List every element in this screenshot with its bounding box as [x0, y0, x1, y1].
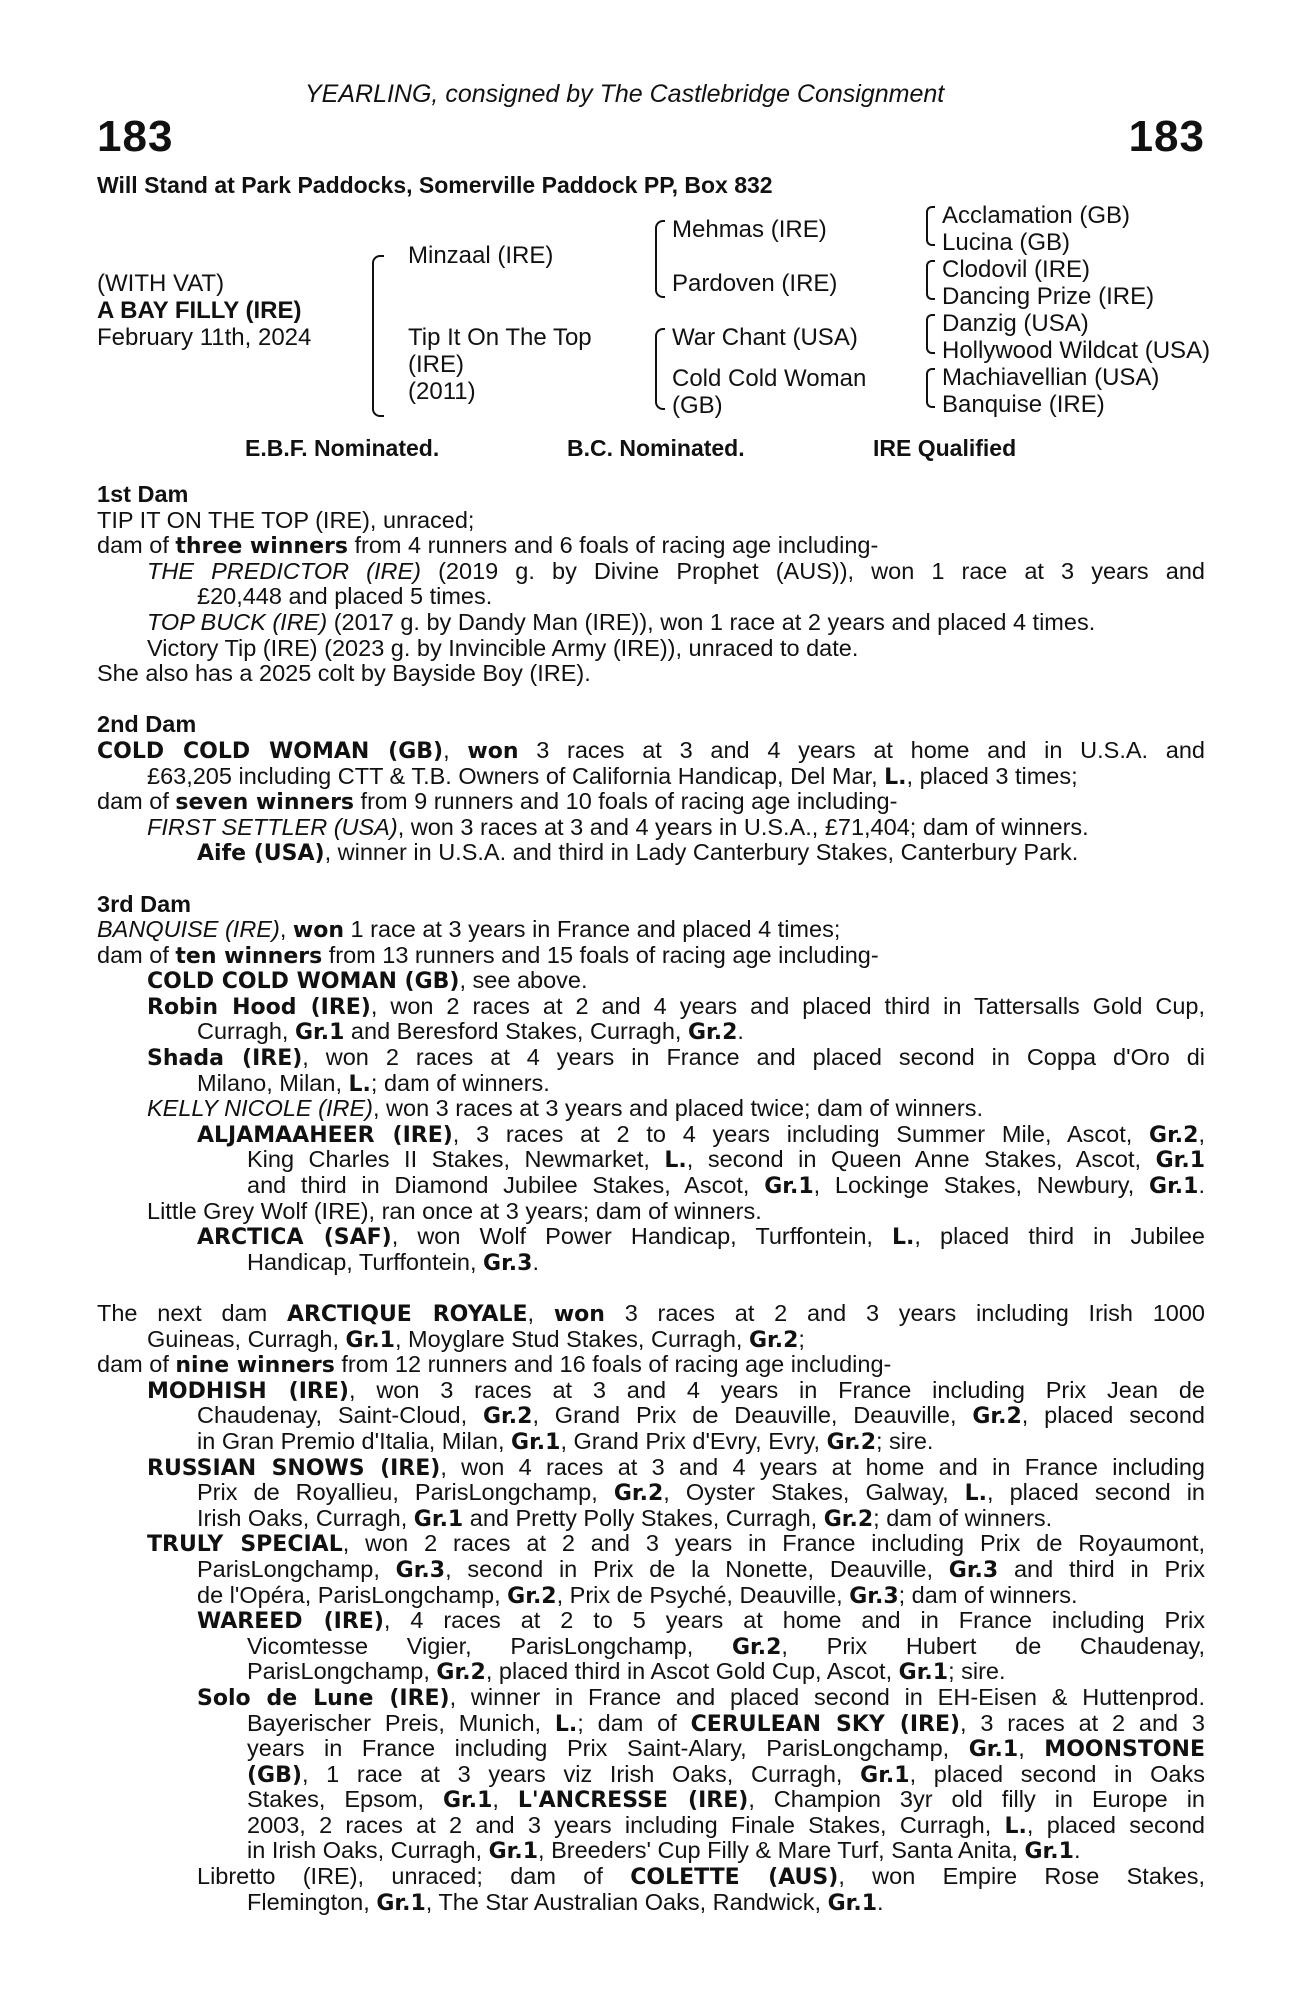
- text: , won 2 races at 4 years in France and placed second in Coppa d'Oro di: [302, 1045, 1205, 1071]
- text: Milano, Milan,: [197, 1069, 349, 1096]
- text: , won 2 races at 2 and 4 years and placed third in Tattersalls Gold Cup,: [370, 993, 1205, 1019]
- progeny-line: [97, 1634, 1205, 1660]
- produce-record: [97, 482, 1205, 1915]
- dam-line-3: (2011): [408, 378, 476, 405]
- winners-count: nine winners: [175, 1353, 335, 1379]
- sire-dam-dam: Dancing Prize (IRE): [942, 283, 1155, 310]
- progeny-line: [97, 1045, 1205, 1071]
- text: years in France including Prix Saint-Alary, ParisLongchamp,: [247, 1736, 969, 1762]
- text: (2017 g. by Dandy Man (IRE)), won 1 race at 2 years and placed 4 times.: [327, 608, 1096, 635]
- progeny-line: [97, 1659, 1205, 1685]
- text: ; dam of: [577, 1710, 691, 1736]
- text: , won 3 races at 3 and 4 years in France including Prix Jean de: [348, 1377, 1205, 1403]
- progeny-name: Shada (IRE): [147, 1046, 303, 1071]
- text: won: [292, 918, 344, 944]
- text: , Champion 3yr old filly in Europe in: [748, 1787, 1205, 1813]
- dam-line-1: Tip It On The Top: [408, 324, 592, 351]
- dam-line: [97, 943, 1205, 969]
- grade: L.: [964, 1481, 988, 1506]
- winners-count: ten winners: [175, 943, 323, 969]
- text: , won Empire Rose Stakes,: [838, 1864, 1205, 1890]
- lot-number-right: 183: [1128, 112, 1205, 161]
- progeny-line: [97, 1890, 1205, 1916]
- text: , Moyglare Stud Stakes, Curragh,: [394, 1325, 749, 1352]
- progeny-line: [97, 1147, 1205, 1173]
- dam-line: [97, 764, 1205, 790]
- dam-line: [97, 789, 1205, 815]
- winners-count: seven winners: [175, 790, 355, 816]
- text: dam of: [97, 532, 176, 559]
- progeny-line: [97, 1250, 1205, 1276]
- progeny-line: [97, 1122, 1205, 1148]
- sire-sire: Mehmas (IRE): [672, 216, 827, 243]
- text: ; dam of winners.: [370, 1069, 550, 1096]
- dam-line: TIP IT ON THE TOP (IRE), unraced;: [97, 506, 475, 533]
- text: from 12 runners and 16 foals of racing age including-: [334, 1351, 892, 1378]
- text: , won 4 races at 3 and 4 years at home and in France including: [440, 1454, 1205, 1480]
- progeny-name: ALJAMAAHEER (IRE): [197, 1122, 453, 1148]
- grade: Gr.2: [483, 1404, 533, 1429]
- text: and Beresford Stakes, Curragh,: [344, 1018, 688, 1045]
- dam-line: She also has a 2025 colt by Bayside Boy (IRE).: [97, 660, 591, 687]
- text: , Grand Prix d'Evry, Evry,: [560, 1427, 827, 1454]
- text: ; sire.: [876, 1427, 934, 1454]
- grade: Gr.1: [898, 1660, 949, 1686]
- sire-dam-sire: Clodovil (IRE): [942, 256, 1091, 283]
- grade: Gr.1: [345, 1327, 395, 1353]
- grade: Gr.1: [764, 1174, 814, 1199]
- grade: Gr.1: [860, 1762, 910, 1788]
- sire: Minzaal (IRE): [408, 242, 554, 269]
- text: .: [1073, 1837, 1081, 1864]
- grade: Gr.2: [826, 1429, 876, 1455]
- dam-sire-sire: Danzig (USA): [942, 310, 1089, 337]
- text: , Grand Prix de Deauville, Deauville,: [532, 1403, 973, 1429]
- text: , placed third in Ascot Gold Cup, Ascot,: [485, 1658, 899, 1685]
- progeny-line: [97, 994, 1205, 1020]
- progeny-line: Victory Tip (IRE) (2023 g. by Invincible Army (IRE)), unraced to date.: [147, 634, 859, 661]
- text: , placed third in Jubilee: [914, 1224, 1205, 1250]
- text: ; dam of winners.: [898, 1581, 1078, 1608]
- text: ; sire.: [948, 1658, 1006, 1685]
- text: ;: [798, 1325, 805, 1352]
- grade: L.: [348, 1071, 371, 1097]
- progeny-line: [97, 1506, 1205, 1532]
- progeny-name: MOONSTONE: [1044, 1737, 1205, 1762]
- text: , placed second in: [987, 1480, 1205, 1506]
- progeny-line: [97, 815, 1205, 841]
- horse-name: A BAY FILLY (IRE): [97, 297, 302, 324]
- progeny-line: [97, 1096, 1205, 1122]
- dam-sire: War Chant (USA): [672, 324, 858, 351]
- text: , placed 3 times;: [906, 762, 1078, 789]
- pedigree-brace: [926, 260, 935, 300]
- text: in Irish Oaks, Curragh,: [247, 1837, 489, 1864]
- dam-name: ARCTIQUE ROYALE: [286, 1302, 528, 1327]
- text: 3 races at 2 and 3 years including Irish 1000: [604, 1301, 1205, 1326]
- text: King Charles II Stakes, Newmarket,: [247, 1147, 665, 1173]
- text: Prix de Royallieu, ParisLongchamp,: [197, 1480, 614, 1506]
- progeny-line: [97, 968, 1205, 994]
- text: , won 3 races at 3 and 4 years in U.S.A., £71,404; dam of winners.: [397, 813, 1089, 840]
- grade: Gr.1: [294, 1020, 345, 1046]
- progeny-line: [97, 1736, 1205, 1762]
- text: de l'Opéra, ParisLongchamp,: [197, 1581, 508, 1608]
- grade: L.: [1004, 1813, 1027, 1839]
- dam-line: [97, 917, 1205, 943]
- grade: Gr.1: [413, 1506, 464, 1532]
- progeny-line: [97, 1813, 1205, 1839]
- progeny-name: COLD COLD WOMAN (GB): [147, 969, 460, 995]
- dam-line: [97, 1301, 1205, 1327]
- text: , Oyster Stakes, Galway,: [663, 1480, 965, 1506]
- text: , 4 races at 2 to 5 years at home and in France including Prix: [383, 1608, 1205, 1634]
- text: .: [1198, 1173, 1205, 1199]
- text: ,: [279, 916, 293, 943]
- text: from 9 runners and 10 foals of racing age including-: [354, 788, 898, 815]
- grade: Gr.2: [436, 1660, 486, 1686]
- progeny-name: MODHISH (IRE): [147, 1378, 349, 1404]
- grade: Gr.2: [507, 1583, 557, 1609]
- pedigree-brace: [926, 314, 935, 354]
- text: Irish Oaks, Curragh,: [197, 1504, 414, 1531]
- text: Handicap, Turffontein,: [247, 1248, 484, 1275]
- dam-name: BANQUISE (IRE): [97, 916, 280, 943]
- grade: Gr.1: [1155, 1148, 1205, 1174]
- text: Flemington,: [247, 1888, 377, 1915]
- pedigree-brace: [926, 368, 935, 408]
- text: , 3 races at 2 to 4 years including Summer Mile, Ascot,: [452, 1121, 1150, 1147]
- progeny-line: [97, 1173, 1205, 1199]
- dam-line-2: (IRE): [408, 351, 464, 378]
- text: dam of: [97, 788, 176, 815]
- text: 1 race at 3 years in France and placed 4 times;: [343, 916, 841, 943]
- text: .: [737, 1018, 744, 1045]
- progeny-line: [97, 1557, 1205, 1583]
- text: 3 races at 3 and 4 years at home and in U.S.A. and: [518, 737, 1205, 763]
- progeny-line: [97, 1455, 1205, 1481]
- text: ,: [527, 1301, 554, 1326]
- progeny-line: [97, 1071, 1205, 1097]
- text: , Lockinge Stakes, Newbury,: [813, 1173, 1150, 1199]
- grade: Gr.3: [483, 1250, 533, 1276]
- progeny-line: [97, 1378, 1205, 1404]
- grade: L.: [884, 764, 907, 790]
- text: from 4 runners and 6 foals of racing age including-: [347, 532, 879, 559]
- text: won: [553, 1302, 605, 1327]
- text: .: [877, 1888, 884, 1915]
- ire-qualification: IRE Qualified: [873, 435, 1017, 461]
- dam-dam-dam: Banquise (IRE): [942, 391, 1105, 418]
- grade: Gr.1: [827, 1890, 878, 1916]
- progeny-line: [97, 1685, 1205, 1711]
- progeny-line: [97, 1711, 1205, 1737]
- pedigree-brace: [926, 206, 935, 246]
- grade: Gr.2: [972, 1404, 1022, 1429]
- dam-dam-sire: Machiavellian (USA): [942, 364, 1160, 391]
- progeny-name: KELLY NICOLE (IRE): [147, 1095, 373, 1122]
- text: , Prix Hubert de Chaudenay,: [781, 1633, 1205, 1659]
- progeny-line: £20,448 and placed 5 times.: [197, 583, 493, 610]
- text: , 1 race at 3 years viz Irish Oaks, Curragh,: [301, 1761, 861, 1787]
- progeny-line: [97, 559, 1205, 585]
- progeny-line: [97, 610, 1205, 636]
- grade: L.: [664, 1148, 687, 1174]
- text: , won 3 races at 3 years and placed twice; dam of winners.: [372, 1095, 983, 1122]
- sire-dam: Pardoven (IRE): [672, 270, 838, 297]
- text: Vicomtesse Vigier, ParisLongchamp,: [247, 1633, 732, 1659]
- section-heading: 2nd Dam: [97, 711, 197, 738]
- progeny-line: [97, 1608, 1205, 1634]
- progeny-line: [97, 1480, 1205, 1506]
- section-heading: 1st Dam: [97, 481, 189, 507]
- grade: Gr.2: [748, 1327, 799, 1353]
- dam-name: COLD COLD WOMAN (GB): [97, 738, 444, 764]
- text: ,: [443, 737, 468, 763]
- progeny-name: Solo de Lune (IRE): [197, 1685, 450, 1711]
- grade: L.: [554, 1711, 578, 1737]
- progeny-line: [97, 1429, 1205, 1455]
- text: Libretto (IRE), unraced; dam of: [197, 1864, 631, 1890]
- bc-nomination: B.C. Nominated.: [567, 435, 745, 461]
- progeny-line: [97, 1838, 1205, 1864]
- text: , second in Prix de la Nonette, Deauville,: [445, 1556, 949, 1582]
- text: , placed second in Oaks: [909, 1761, 1205, 1787]
- stand-location: Will Stand at Park Paddocks, Somerville Paddock PP, Box 832: [97, 172, 773, 198]
- progeny-name: RUSSIAN SNOWS (IRE): [147, 1455, 441, 1481]
- text: Curragh,: [197, 1018, 295, 1045]
- text: £63,205 including CTT & T.B. Owners of California Handicap, Del Mar,: [147, 762, 885, 789]
- sire-sire-dam: Lucina (GB): [942, 229, 1071, 256]
- dam-line: [97, 1352, 1205, 1378]
- grade: Gr.2: [823, 1506, 874, 1532]
- dam-sire-dam: Hollywood Wildcat (USA): [942, 337, 1211, 364]
- horse-dob: February 11th, 2024: [97, 324, 312, 351]
- text: and third in Diamond Jubilee Stakes, Ascot,: [247, 1173, 765, 1199]
- progeny-name: WAREED (IRE): [197, 1609, 384, 1634]
- progeny-name: Aife (USA): [197, 841, 325, 867]
- text: , placed second: [1021, 1403, 1205, 1429]
- progeny-line: [97, 1583, 1205, 1609]
- grade: Gr.2: [613, 1481, 664, 1506]
- progeny-name: Robin Hood (IRE): [147, 994, 371, 1020]
- text: and third in Prix: [998, 1556, 1205, 1582]
- grade: Gr.2: [1149, 1122, 1199, 1148]
- text: ; dam of winners.: [873, 1504, 1053, 1531]
- text: dam of: [97, 941, 176, 968]
- text: , second in Queen Anne Stakes, Ascot,: [686, 1147, 1156, 1173]
- progeny-name: ARCTICA (SAF): [197, 1225, 392, 1250]
- text: The next dam: [97, 1301, 287, 1326]
- ebf-nomination: E.B.F. Nominated.: [245, 435, 440, 461]
- grade: Gr.3: [849, 1583, 899, 1609]
- grade: Gr.1: [1149, 1174, 1199, 1199]
- grade: Gr.1: [488, 1839, 539, 1865]
- grade: Gr.1: [442, 1788, 493, 1813]
- text: Bayerischer Preis, Munich,: [247, 1710, 555, 1736]
- text: Chaudenay, Saint-Cloud,: [197, 1403, 483, 1429]
- dam-line: [97, 1327, 1205, 1353]
- progeny-line: [97, 1224, 1205, 1250]
- sire-sire-sire: Acclamation (GB): [942, 202, 1131, 229]
- text: (2019 g. by Divine Prophet (AUS)), won 1 race at 3 years and: [421, 558, 1205, 584]
- grade: Gr.2: [731, 1634, 782, 1660]
- progeny-name: TRULY SPECIAL: [147, 1532, 343, 1557]
- text: ParisLongchamp,: [247, 1658, 437, 1685]
- text: , won Wolf Power Handicap, Turffontein,: [391, 1224, 892, 1250]
- progeny-line: Little Grey Wolf (IRE), ran once at 3 years; dam of winners.: [147, 1197, 762, 1224]
- grade: Gr.1: [1024, 1839, 1074, 1865]
- text: , placed second: [1026, 1812, 1205, 1838]
- grade: Gr.3: [948, 1557, 999, 1583]
- progeny-line: [97, 1864, 1205, 1890]
- grade: Gr.2: [687, 1020, 738, 1046]
- pedigree-brace: [372, 255, 384, 417]
- dam-line: [97, 738, 1205, 764]
- dam-line: [97, 533, 1205, 559]
- grade: Gr.1: [511, 1429, 561, 1455]
- text: , see above.: [459, 967, 588, 994]
- lot-number-left: 183: [97, 112, 174, 161]
- text: won: [467, 738, 519, 764]
- text: ,: [1198, 1121, 1205, 1147]
- text: from 13 runners and 15 foals of racing age including-: [322, 941, 879, 968]
- text: and Pretty Polly Stakes, Curragh,: [463, 1504, 824, 1531]
- text: ,: [492, 1787, 518, 1813]
- text: Guineas, Curragh,: [147, 1325, 346, 1352]
- text: ,: [1018, 1736, 1045, 1762]
- dam-dam-line-1: Cold Cold Woman: [672, 365, 867, 392]
- progeny-line: [97, 1762, 1205, 1788]
- text: , The Star Australian Oaks, Randwick,: [425, 1888, 828, 1915]
- text: ParisLongchamp,: [197, 1556, 396, 1582]
- progeny-name: COLETTE (AUS): [630, 1865, 839, 1890]
- progeny-line: [97, 1787, 1205, 1813]
- progeny-name: THE PREDICTOR (IRE): [147, 558, 421, 584]
- text: , Breeders' Cup Filly & Mare Turf, Santa Anita,: [538, 1837, 1025, 1864]
- progeny-line: [97, 840, 1205, 866]
- text: Stakes, Epsom,: [247, 1787, 443, 1813]
- grade: L.: [892, 1225, 915, 1250]
- text: .: [532, 1248, 539, 1275]
- progeny-name: CERULEAN SKY (IRE): [690, 1711, 961, 1737]
- text: dam of: [97, 1351, 176, 1378]
- text: , winner in France and placed second in EH-Eisen & Huttenprod.: [449, 1684, 1205, 1710]
- text: in Gran Premio d'Italia, Milan,: [197, 1427, 512, 1454]
- text: , won 2 races at 2 and 3 years in France including Prix de Royaumont,: [342, 1531, 1205, 1557]
- text: , winner in U.S.A. and third in Lady Canterbury Stakes, Canterbury Park.: [324, 839, 1079, 866]
- progeny-name: TOP BUCK (IRE): [147, 608, 328, 635]
- sale-subtitle: YEARLING, consigned by The Castlebridge Consignment: [305, 80, 945, 108]
- grade: Gr.1: [968, 1737, 1019, 1762]
- grade: Gr.3: [395, 1557, 446, 1583]
- progeny-name: FIRST SETTLER (USA): [147, 813, 398, 840]
- pedigree-brace: [655, 328, 665, 410]
- text: , 3 races at 2 and 3: [960, 1710, 1205, 1736]
- progeny-name: (GB): [247, 1762, 302, 1788]
- winners-count: three winners: [175, 534, 348, 560]
- section-heading: 3rd Dam: [97, 890, 192, 917]
- vat-note: (WITH VAT): [97, 270, 225, 297]
- progeny-name: L'ANCRESSE (IRE): [517, 1788, 749, 1813]
- progeny-line: [97, 1531, 1205, 1557]
- dam-dam-line-2: (GB): [672, 392, 723, 419]
- pedigree-brace: [655, 220, 665, 298]
- progeny-line: [97, 1019, 1205, 1045]
- grade: Gr.1: [376, 1890, 426, 1916]
- text: , Prix de Psyché, Deauville,: [556, 1581, 850, 1608]
- progeny-line: [97, 1403, 1205, 1429]
- text: 2003, 2 races at 2 and 3 years including Finale Stakes, Curragh,: [247, 1812, 1005, 1838]
